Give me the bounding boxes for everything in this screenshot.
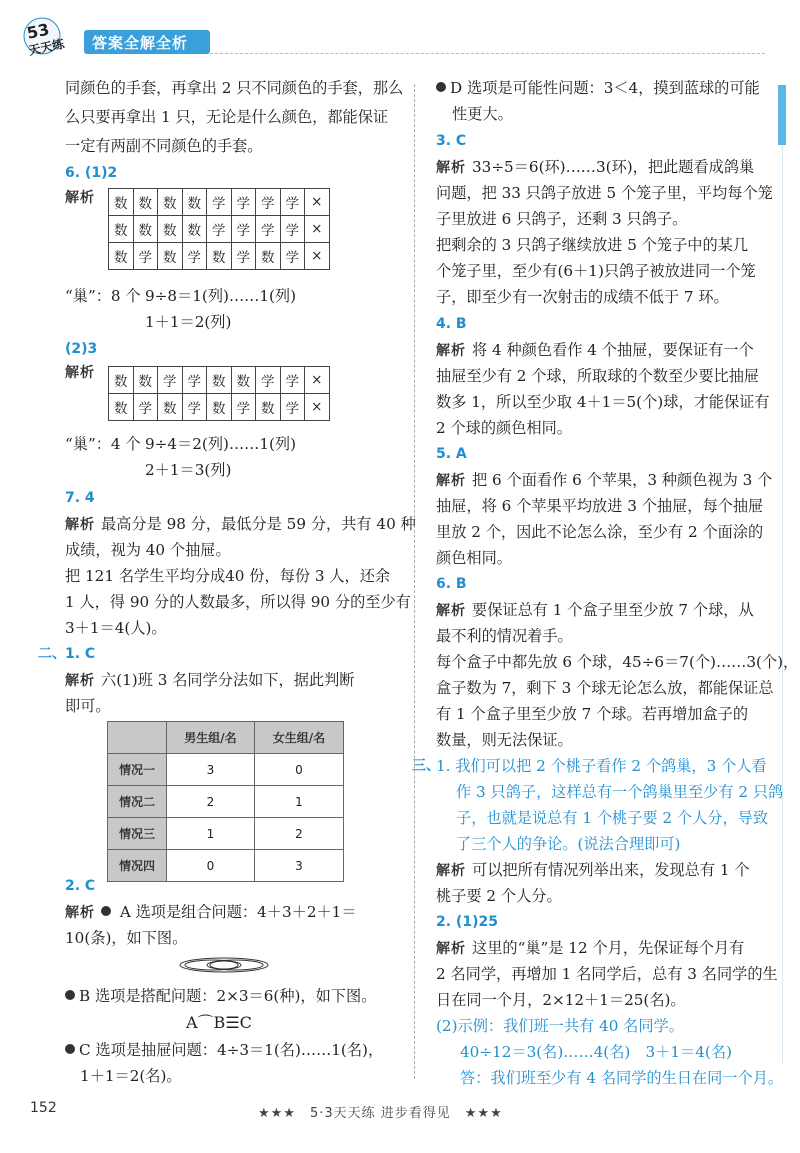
grid-table-2 [108, 366, 330, 421]
table-cell: 学 [231, 394, 256, 421]
table-cell: 学 [231, 243, 256, 270]
svg-text:53: 53 [25, 19, 51, 43]
s3-q2-line-3: 日在同一个月，2×12＋1＝25(名)。 [436, 991, 686, 1009]
column-divider [414, 84, 415, 1079]
q6b-line-1: 解析 要保证总有 1 个盒子里至少放 7 个球，从 [436, 601, 754, 619]
table-cell: 3 [167, 754, 255, 786]
section-2-label: 二、 [38, 646, 66, 662]
table-cell: 数 [133, 367, 158, 394]
q6-calc-2b: 2＋1＝3(列) [145, 461, 232, 479]
q6-nest-1: “巢”：8 个 [65, 287, 141, 305]
bulb-icon [101, 906, 111, 916]
ellipse-diagram [178, 952, 270, 978]
table-cell: 数 [109, 394, 134, 421]
table-cell: 学 [280, 216, 305, 243]
table-cell: 学 [207, 189, 232, 216]
table-cell: × [305, 394, 330, 421]
q5-line-1: 解析 把 6 个面看作 6 个苹果，3 种颜色视为 3 个 [436, 471, 773, 489]
bulb-icon [65, 990, 75, 1000]
q3-line-5: 个笼子里，至少有(6＋1)只鸽子被放进同一个笼 [436, 262, 756, 280]
table-cell: 数 [109, 243, 134, 270]
q6-nest-2: “巢”：4 个 [65, 435, 141, 453]
s2-q1-answer: 1. C [65, 646, 96, 662]
svg-text:天天练: 天天练 [27, 36, 66, 58]
s3-q1-line-2: 作 3 只鸽子，这样总有一个鸽巢里至少有 2 只鸽 [456, 783, 784, 801]
table-cell: 2 [167, 786, 255, 818]
q3-line-1: 解析 33÷5＝6(环)……3(环)，把此题看成鸽巢 [436, 158, 755, 176]
s3-q2-answer: 2. (1)25 [436, 914, 498, 930]
table-cell: × [305, 243, 330, 270]
table-cell: 数 [158, 189, 183, 216]
grid-table-1 [108, 188, 330, 270]
s2-q2-line-3: B 选项是搭配问题：2×3＝6(种)，如下图。 [65, 986, 376, 1006]
q7-line-5: 3＋1＝4(人)。 [65, 619, 167, 637]
q6-answer-1: 6. (1)2 [65, 165, 118, 181]
table-cell: 数 [158, 243, 183, 270]
q6-calc-1a: 9÷8＝1(列)……1(列) [145, 287, 297, 305]
footer-slogan: ★★★ 5·3天天练 进步看得见 ★★★ [258, 1106, 503, 1121]
q3-line-4: 把剩余的 3 只鸽子继续放进 5 个笼子中的某几 [436, 236, 749, 254]
logo-icon [18, 14, 78, 58]
table-cell: × [305, 216, 330, 243]
table-cell: 情况三 [108, 818, 167, 850]
side-rule [782, 145, 786, 1065]
table-cell: 学 [280, 189, 305, 216]
table-cell: 学 [256, 216, 281, 243]
table-cell: 数 [182, 189, 207, 216]
table-cell: 1 [255, 786, 344, 818]
bulb-icon [436, 82, 446, 92]
table-cell: 数 [133, 216, 158, 243]
table-cell: 数 [256, 394, 281, 421]
table-cell: 数 [109, 216, 134, 243]
q6-calc-1b: 1＋1＝2(列) [145, 313, 232, 331]
table-cell: 学 [256, 189, 281, 216]
table-cell: 数 [207, 243, 232, 270]
table-cell: 0 [255, 754, 344, 786]
table-cell: 数 [158, 216, 183, 243]
q5-line-4: 颜色相同。 [436, 549, 512, 567]
page-number: 152 [30, 1100, 57, 1116]
q6-answer-2: (2)3 [65, 341, 98, 357]
s2-q2-answer: 2. C [65, 878, 96, 894]
table-cell: 学 [256, 367, 281, 394]
q7-line-1: 解析 最高分是 98 分，最低分是 59 分，共有 40 种 [65, 515, 416, 533]
table-cell: 学 [280, 243, 305, 270]
table-cell: 学 [182, 243, 207, 270]
q6-calc-2a: 9÷4＝2(列)……1(列) [145, 435, 297, 453]
s2-q1-line-1: 解析 六(1)班 3 名同学分法如下，据此判断 [65, 671, 355, 689]
q4-line-1: 解析 将 4 种颜色看作 4 个抽屉，要保证有一个 [436, 341, 754, 359]
analysis-tag: 解析 [65, 673, 95, 689]
table-cell: 数 [158, 394, 183, 421]
q4-line-2: 抽屉至少有 2 个球，所取球的个数至少要比抽屉 [436, 367, 760, 385]
table-cell: 数 [256, 243, 281, 270]
q5-line-3: 里放 2 个，因此不论怎么涂，至少有 2 个面涂的 [436, 523, 764, 541]
q7-answer: 7. 4 [65, 490, 95, 506]
q4-line-4: 2 个球的颜色相同。 [436, 419, 572, 437]
table-cell: × [305, 367, 330, 394]
cases-table [107, 721, 344, 882]
table-cell: 情况四 [108, 850, 167, 882]
q6b-answer: 6. B [436, 576, 467, 592]
q6b-line-5: 有 1 个盒子里至少放 7 个球。若再增加盒子的 [436, 705, 749, 723]
s3-q2-line-2: 2 名同学，再增加 1 名同学后，总有 3 名同学的生 [436, 965, 778, 983]
q5-line-2: 抽屉，将 6 个苹果平均放进 3 个抽屉，每个抽屉 [436, 497, 764, 515]
q4-answer: 4. B [436, 316, 467, 332]
s3-q1-explain-1: 解析 可以把所有情况列举出来，发现总有 1 个 [436, 861, 750, 879]
s3-q2-line-1: 解析 这里的“巢”是 12 个月，先保证每个月有 [436, 939, 745, 957]
s3-q2-line-5: 40÷12＝3(名)……4(名) 3＋1＝4(名) [460, 1043, 732, 1061]
analysis-tag: 解析 [436, 941, 466, 957]
analysis-tag: 解析 [436, 343, 466, 359]
s3-q1-line-1: 1. 我们可以把 2 个桃子看作 2 个鸽巢，3 个人看 [436, 757, 767, 775]
q3-line-2: 问题，把 33 只鸽子放进 5 个笼子里，平均每个笼 [436, 184, 773, 202]
q3-line-3: 子里放进 6 只鸽子，还剩 3 只鸽子。 [436, 210, 688, 228]
logo [18, 14, 78, 58]
q6b-line-2: 最不利的情况着手。 [436, 627, 573, 645]
q5-answer: 5. A [436, 446, 467, 462]
table-cell [108, 722, 167, 754]
s3-q1-explain-2: 桃子要 2 个人分。 [436, 887, 562, 905]
header-banner [84, 30, 210, 54]
analysis-tag: 解析 [65, 517, 95, 533]
analysis-tag: 解析 [436, 473, 466, 489]
table-cell: 学 [280, 367, 305, 394]
table-cell: 3 [255, 850, 344, 882]
analysis-tag: 解析 [65, 905, 95, 921]
s2-q1-line-2: 即可。 [65, 697, 111, 715]
s2-q2-line-2: 10(条)，如下图。 [65, 929, 188, 947]
q6b-line-3: 每个盒子中都先放 6 个球，45÷6＝7(个)……3(个)， [436, 653, 799, 671]
s2-q2-line-4: C 选项是抽屉问题：4÷3＝1(名)……1(名)， [65, 1040, 383, 1060]
bulb-icon [65, 1044, 75, 1054]
d-line-2: 性更大。 [452, 105, 513, 123]
table-cell: 1 [167, 818, 255, 850]
table-cell: 学 [280, 394, 305, 421]
side-tab [778, 85, 786, 145]
table-cell: 数 [109, 367, 134, 394]
table-cell: 学 [182, 367, 207, 394]
table-cell: 学 [133, 394, 158, 421]
s3-q1-line-3: 子，也就是说总有 1 个桃子要 2 个人分，导致 [456, 809, 769, 827]
analysis-tag: 解析 [436, 863, 466, 879]
intro-line-1: 同颜色的手套，再拿出 2 只不同颜色的手套，那么 [65, 79, 404, 97]
table-cell: 2 [255, 818, 344, 850]
table-cell: 数 [109, 189, 134, 216]
table-cell: 男生组/名 [167, 722, 255, 754]
q7-line-4: 1 人，得 90 分的人数最多，所以得 90 分的至少有 [65, 593, 411, 611]
table-cell: 数 [182, 216, 207, 243]
intro-line-3: 一定有两副不同颜色的手套。 [65, 137, 263, 155]
table-cell: 情况一 [108, 754, 167, 786]
table-cell: 学 [207, 216, 232, 243]
table-cell: 数 [133, 189, 158, 216]
q3-answer: 3. C [436, 133, 467, 149]
q6-analysis-tag: 解析 [65, 190, 95, 206]
table-cell: 学 [231, 189, 256, 216]
q6b-line-6: 数量，则无法保证。 [436, 731, 573, 749]
intro-line-2: 么只要再拿出 1 只，无论是什么颜色，都能保证 [65, 108, 389, 126]
s3-q2-line-6: 答：我们班至少有 4 名同学的生日在同一个月。 [460, 1069, 784, 1087]
q6-analysis-tag-2: 解析 [65, 365, 95, 381]
q7-line-3: 把 121 名学生平均分成40 份，每份 3 人，还余 [65, 567, 391, 585]
q3-line-6: 子，即至少有一次射击的成绩不低于 7 环。 [436, 288, 729, 306]
table-cell: 数 [207, 367, 232, 394]
abc-diagram: A⌒B☰C [186, 1013, 252, 1032]
d-line-1: D 选项是可能性问题：3＜4，摸到蓝球的可能 [436, 78, 760, 98]
table-cell: 学 [158, 367, 183, 394]
table-cell: × [305, 189, 330, 216]
s2-q2-line-1: 解析 A 选项是组合问题：4＋3＋2＋1＝ [65, 903, 357, 921]
table-cell: 数 [207, 394, 232, 421]
s3-q1-line-4: 了三个人的争论。(说法合理即可) [456, 835, 681, 853]
table-cell: 数 [231, 367, 256, 394]
banner-text: 答案全解全析 [92, 34, 189, 52]
analysis-tag: 解析 [436, 160, 466, 176]
table-cell: 情况二 [108, 786, 167, 818]
table-cell: 学 [133, 243, 158, 270]
s2-q2-line-5: 1＋1＝2(名)。 [80, 1067, 182, 1085]
section-3-label: 三、 [412, 758, 440, 774]
header-rule [210, 53, 765, 54]
s3-q2-line-4: (2)示例：我们班一共有 40 名同学。 [436, 1017, 684, 1035]
table-cell: 学 [182, 394, 207, 421]
table-cell: 学 [231, 216, 256, 243]
table-cell: 女生组/名 [255, 722, 344, 754]
table-cell: 0 [167, 850, 255, 882]
q6b-line-4: 盒子数为 7，剩下 3 个球无论怎么放，都能保证总 [436, 679, 774, 697]
q7-line-2: 成绩，视为 40 个抽屉。 [65, 541, 231, 559]
q4-line-3: 数多 1，所以至少取 4＋1＝5(个)球，才能保证有 [436, 393, 770, 411]
analysis-tag: 解析 [436, 603, 466, 619]
